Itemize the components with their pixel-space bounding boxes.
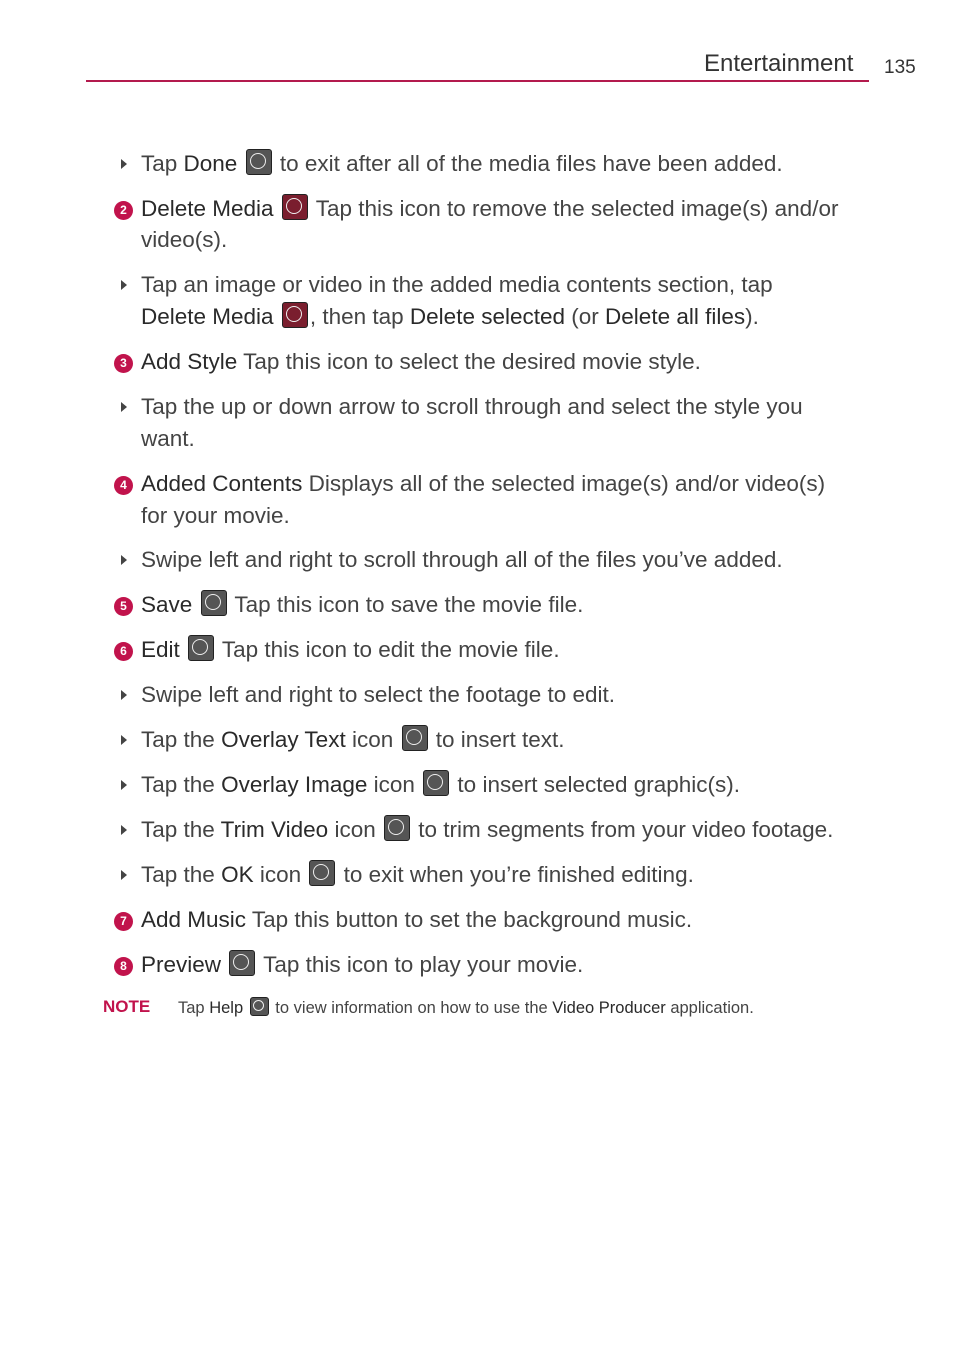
text: , then tap: [309, 304, 410, 329]
text: Tap this icon to play your movie.: [257, 952, 584, 977]
bullet-arrow-icon: [121, 825, 127, 835]
step-number: 7: [114, 912, 133, 931]
bullet-arrow-icon: [121, 870, 127, 880]
text-line: Swipe left and right to scroll through all of the files you’ve added.: [141, 547, 783, 572]
text-line: [141, 769, 740, 800]
text: Tap this icon to select the desired movie style.: [237, 349, 701, 374]
step-number: 3: [114, 354, 133, 373]
term: Delete Media: [141, 196, 274, 221]
overlay-image-icon: [423, 770, 449, 796]
term: Edit: [141, 637, 180, 662]
text: ).: [745, 304, 759, 329]
play-icon: [229, 950, 255, 976]
bullet-arrow-icon: [121, 159, 127, 169]
text-line: [141, 148, 783, 179]
text: icon: [328, 817, 376, 842]
text-line: Swipe left and right to select the footage to edit.: [141, 682, 616, 707]
save-icon: [201, 590, 227, 616]
step-number: 4: [114, 476, 133, 495]
note-text: [178, 997, 754, 1018]
help-icon: [250, 997, 269, 1016]
text: Tap this icon to remove the selected image(s) and/or: [309, 196, 839, 221]
delete-media-icon: [282, 194, 308, 220]
text-line: [141, 949, 583, 980]
text: Tap the: [141, 727, 222, 752]
text: Displays all of the selected image(s) and/or video(s): [302, 471, 826, 496]
text: Tap the: [141, 862, 222, 887]
text-line: Tap the up or down arrow to scroll through and select the style you: [141, 394, 803, 419]
term: Preview: [141, 952, 222, 977]
bullet-arrow-icon: [121, 402, 127, 412]
term: Help: [209, 999, 244, 1017]
term: Add Style: [141, 349, 238, 374]
text-line: [141, 589, 583, 620]
text: to trim segments from your video footage.: [412, 817, 834, 842]
text-line: video(s).: [141, 227, 228, 252]
bullet-arrow-icon: [121, 280, 127, 290]
text: Tap the: [141, 817, 221, 842]
text: to insert text.: [429, 727, 565, 752]
text: to insert selected graphic(s).: [451, 772, 741, 797]
term: Save: [141, 592, 193, 617]
text: to view information on how to use the: [270, 999, 553, 1017]
text-line: [141, 904, 692, 935]
term: Overlay Text: [221, 727, 346, 752]
text: to exit when you’re finished editing.: [337, 862, 694, 887]
text-line: [141, 468, 825, 499]
text: to exit after all of the media files have been added.: [273, 151, 783, 176]
bullet-arrow-icon: [121, 735, 127, 745]
term: Delete selected: [409, 304, 566, 329]
text: Tap this icon to save the movie file.: [228, 592, 584, 617]
note-label: NOTE: [103, 997, 151, 1016]
text-line: for your movie.: [141, 503, 290, 528]
term: Trim Video: [220, 817, 329, 842]
term: Overlay Image: [221, 772, 368, 797]
bullet-arrow-icon: [121, 780, 127, 790]
term: Delete Media: [141, 304, 274, 329]
text: icon: [253, 862, 302, 887]
term: OK: [221, 862, 254, 887]
text-line: [141, 859, 694, 890]
text-line: [141, 301, 759, 332]
overlay-text-icon: [402, 725, 428, 751]
header-rule: [86, 80, 869, 82]
term: Video Producer: [552, 999, 666, 1017]
text: icon: [345, 727, 394, 752]
done-icon: [246, 149, 272, 175]
step-number: 5: [114, 597, 133, 616]
text-line: [141, 814, 833, 845]
text-line: [141, 634, 560, 665]
text: (or: [565, 304, 606, 329]
text: icon: [367, 772, 415, 797]
edit-icon: [188, 635, 214, 661]
step-number: 8: [114, 957, 133, 976]
text: application.: [665, 999, 754, 1017]
delete-media-icon: [282, 302, 308, 328]
term: Done: [183, 151, 238, 176]
term: Delete all files: [605, 304, 746, 329]
step-number: 6: [114, 642, 133, 661]
text-line: [141, 724, 565, 755]
ok-icon: [309, 860, 335, 886]
text-line: [141, 346, 701, 377]
text-line: Tap an image or video in the added media contents section, tap: [141, 272, 773, 297]
text: Tap this button to set the background music.: [246, 907, 693, 932]
bullet-arrow-icon: [121, 690, 127, 700]
step-number: 2: [114, 201, 133, 220]
text-line: want.: [141, 426, 195, 451]
text: Tap: [178, 999, 210, 1017]
text-line: [141, 193, 838, 224]
text: Tap the: [141, 772, 222, 797]
bullet-arrow-icon: [121, 555, 127, 565]
term: Add Music: [141, 907, 247, 932]
text: Tap this icon to edit the movie file.: [216, 637, 560, 662]
page-number: 135: [884, 57, 916, 78]
trim-video-icon: [384, 815, 410, 841]
text: Tap: [141, 151, 184, 176]
section-title: Entertainment: [704, 50, 854, 77]
term: Added Contents: [141, 471, 303, 496]
